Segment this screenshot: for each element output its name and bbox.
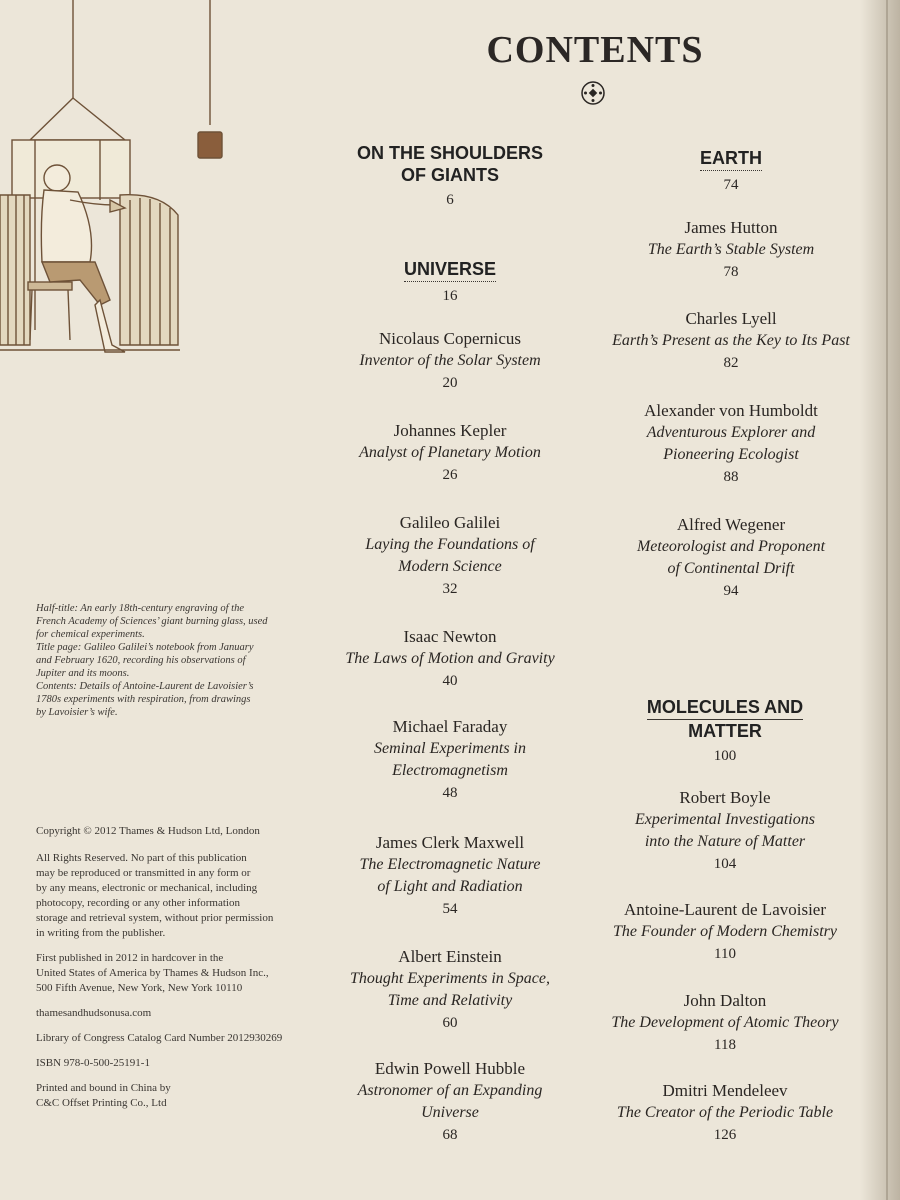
published-line: 500 Fifth Avenue, New York, New York 10110 — [36, 982, 243, 994]
toc-entry[interactable] — [580, 1080, 870, 1146]
ornament-icon — [580, 80, 606, 106]
entry-subtitle: Adventurous Explorer and — [646, 424, 816, 441]
entry-subtitle: of Continental Drift — [667, 560, 795, 577]
toc-entry[interactable] — [305, 716, 595, 804]
entry-name: Edwin Powell Hubble — [374, 1059, 526, 1078]
section-molecules — [580, 696, 870, 766]
printer-line: Printed and bound in China by — [36, 1082, 171, 1094]
entry-subtitle: The Founder of Modern Chemistry — [613, 923, 837, 940]
section-universe — [305, 258, 595, 306]
toc-entry[interactable] — [305, 626, 595, 692]
catalog-number: Library of Congress Catalog Card Number 2012930269 — [36, 1032, 283, 1044]
rights-line: All Rights Reserved. No part of this publication — [36, 852, 247, 864]
entry-page: 32 — [442, 581, 458, 597]
entry-name: Johannes Kepler — [393, 421, 507, 440]
caption-line: Half-title: An early 18th-century engraving of the — [36, 603, 245, 614]
first-published-statement — [36, 951, 326, 996]
entry-name: Galileo Galilei — [399, 513, 501, 532]
section-molecules-heading-line2: MATTER — [688, 721, 762, 741]
entry-page: 118 — [714, 1037, 736, 1053]
caption-line: Contents: Details of Antoine-Laurent de Lavoisier’s — [36, 681, 254, 692]
toc-entry[interactable] — [580, 787, 870, 875]
entry-name: Nicolaus Copernicus — [378, 329, 522, 348]
toc-entry[interactable] — [305, 832, 595, 920]
entry-page: 82 — [723, 355, 739, 371]
entry-subtitle: Seminal Experiments in — [374, 740, 526, 757]
entry-subtitle: into the Nature of Matter — [644, 833, 806, 850]
entry-page: 68 — [442, 1127, 458, 1143]
isbn: ISBN 978-0-500-25191-1 — [36, 1057, 150, 1069]
section-earth-heading: EARTH — [700, 147, 762, 171]
printer-statement — [36, 1081, 326, 1111]
entry-name: Charles Lyell — [685, 309, 777, 328]
caption-line: by Lavoisier’s wife. — [36, 707, 118, 718]
publisher-website: thamesandhudsonusa.com — [36, 1007, 152, 1019]
section-universe-heading: UNIVERSE — [404, 258, 496, 282]
toc-entry[interactable] — [305, 512, 595, 600]
rights-line: storage and retrieval system, without prior permission — [36, 912, 274, 924]
entry-page: 104 — [713, 856, 737, 872]
entry-page: 60 — [442, 1015, 458, 1031]
section-intro-heading-line1: ON THE SHOULDERS — [356, 143, 543, 163]
section-universe-page: 16 — [442, 288, 458, 304]
rights-line: in writing from the publisher. — [36, 927, 166, 939]
page-edge-line — [886, 0, 888, 1200]
published-line: First published in 2012 in hardcover in the — [36, 952, 224, 964]
caption-line: for chemical experiments. — [36, 629, 145, 640]
entry-name: Dmitri Mendeleev — [662, 1081, 788, 1100]
entry-subtitle: Modern Science — [398, 558, 502, 575]
section-intro-page: 6 — [446, 192, 454, 208]
entry-subtitle: Time and Relativity — [387, 992, 513, 1009]
entry-subtitle: Earth’s Present as the Key to Its Past — [612, 332, 850, 349]
caption-line: French Academy of Sciences’ giant burning glass, used — [36, 616, 268, 627]
entry-name: James Hutton — [684, 218, 778, 237]
rights-line: by any means, electronic or mechanical, including — [36, 882, 258, 894]
section-intro-heading-line2: OF GIANTS — [401, 165, 499, 185]
entry-page: 78 — [723, 264, 739, 280]
entry-page: 20 — [442, 375, 458, 391]
entry-page: 26 — [442, 467, 458, 483]
entry-name: Alexander von Humboldt — [644, 401, 818, 420]
caption-line: 1780s experiments with respiration, from drawings — [36, 694, 251, 705]
printer-line: C&C Offset Printing Co., Ltd — [36, 1097, 167, 1109]
respiration-engraving-image — [0, 0, 230, 370]
entry-name: Antoine-Laurent de Lavoisier — [623, 900, 827, 919]
entry-page: 54 — [442, 901, 458, 917]
entry-subtitle: The Laws of Motion and Gravity — [345, 650, 555, 667]
entry-name: John Dalton — [683, 991, 767, 1010]
rights-statement — [36, 851, 326, 941]
entry-subtitle: The Development of Atomic Theory — [611, 1014, 839, 1031]
section-earth-page: 74 — [723, 177, 739, 193]
toc-entry[interactable] — [305, 1058, 595, 1146]
entry-subtitle: Universe — [421, 1104, 479, 1121]
toc-entry[interactable] — [580, 899, 870, 965]
entry-subtitle: Astronomer of an Expanding — [357, 1082, 543, 1099]
entry-subtitle: Meteorologist and Proponent — [636, 538, 826, 555]
caption-line: and February 1620, recording his observations of — [36, 655, 246, 666]
entry-subtitle: Laying the Foundations of — [365, 536, 535, 553]
entry-name: Robert Boyle — [679, 788, 771, 807]
section-molecules-page: 100 — [713, 748, 737, 764]
toc-entry[interactable] — [586, 400, 876, 488]
entry-subtitle: The Earth’s Stable System — [647, 241, 815, 258]
entry-page: 94 — [723, 583, 739, 599]
entry-subtitle: Electromagnetism — [392, 762, 508, 779]
entry-subtitle: The Creator of the Periodic Table — [616, 1104, 834, 1121]
entry-subtitle: The Electromagnetic Nature — [359, 856, 541, 873]
caption-line: Jupiter and its moons. — [36, 668, 130, 679]
entry-name: Isaac Newton — [403, 627, 497, 646]
toc-entry[interactable] — [586, 217, 876, 283]
copyright-line: Copyright © 2012 Thames & Hudson Ltd, London — [36, 825, 260, 837]
entry-subtitle: Thought Experiments in Space, — [350, 970, 550, 987]
entry-subtitle: Analyst of Planetary Motion — [359, 444, 541, 461]
entry-name: Michael Faraday — [392, 717, 508, 736]
caption-line: Title page: Galileo Galilei’s notebook from January — [36, 642, 254, 653]
entry-subtitle: Inventor of the Solar System — [359, 352, 541, 369]
entry-subtitle: Pioneering Ecologist — [663, 446, 799, 463]
entry-name: Albert Einstein — [398, 947, 502, 966]
toc-entry[interactable] — [305, 946, 595, 1034]
toc-entry[interactable] — [586, 308, 876, 374]
entry-subtitle: of Light and Radiation — [377, 878, 523, 895]
toc-entry[interactable] — [586, 514, 876, 602]
copyright-imprint — [36, 824, 326, 1111]
section-earth — [586, 147, 876, 195]
toc-entry[interactable] — [305, 420, 595, 486]
entry-page: 126 — [713, 1127, 737, 1143]
section-molecules-heading-line1: MOLECULES AND — [647, 696, 803, 720]
rights-line: photocopy, recording or any other information — [36, 897, 240, 909]
entry-page: 110 — [714, 946, 736, 962]
toc-entry[interactable] — [580, 990, 870, 1056]
entry-page: 48 — [442, 785, 458, 801]
entry-page: 88 — [723, 469, 739, 485]
entry-subtitle: Experimental Investigations — [635, 811, 815, 828]
rights-line: may be reproduced or transmitted in any form or — [36, 867, 251, 879]
picture-captions — [36, 602, 286, 719]
published-line: United States of America by Thames & Hudson Inc., — [36, 967, 269, 979]
entry-page: 40 — [442, 673, 458, 689]
entry-name: Alfred Wegener — [676, 515, 786, 534]
section-intro — [305, 142, 595, 210]
toc-entry[interactable] — [305, 328, 595, 394]
entry-name: James Clerk Maxwell — [375, 833, 525, 852]
page-title: CONTENTS — [486, 29, 704, 71]
